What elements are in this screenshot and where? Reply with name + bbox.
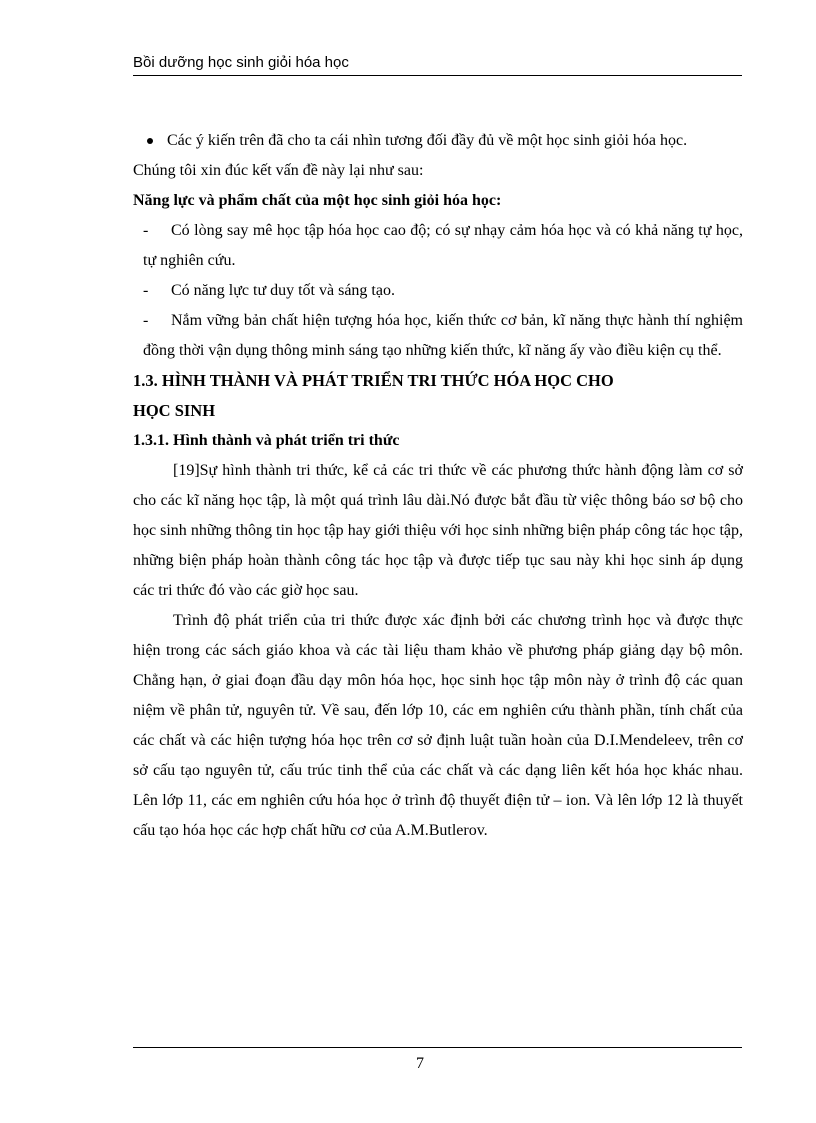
- footer-rule: [133, 1047, 742, 1048]
- dash-item-3-text: Nắm vững bản chất hiện tượng hóa học, kiến thức cơ bản, kĩ năng thực hành thí nghiệm đồng thời vận dụng thông minh sáng tạo những kiến thức, kĩ năng ấy vào điều kiện cụ thể.: [143, 312, 743, 359]
- page-number: 7: [416, 1055, 424, 1072]
- dash-item-2-text: Có năng lực tư duy tốt và sáng tạo.: [171, 282, 395, 299]
- page-content: [133, 126, 743, 846]
- bullet-dot-icon: [147, 138, 153, 144]
- dash-item-1-text: Có lòng say mê học tập hóa học cao độ; có sự nhạy cảm hóa học và có khả năng tự học, tự nghiên cứu.: [143, 222, 743, 269]
- bullet-line-1: Các ý kiến trên đã cho ta cái nhìn tương đối đầy đủ về một học sinh giỏi hóa học.: [167, 132, 688, 149]
- running-header: Bồi dưỡng học sinh giỏi hóa học: [133, 54, 349, 71]
- paragraph-2: Trình độ phát triển của tri thức được xác định bởi các chương trình học và được thực hiện trong các sách giáo khoa và các tài liệu tham khảo về phương pháp giảng dạy bộ môn. Chẳng hạn, ở giai đoạn đầu dạy môn hóa học, học sinh học tập môn này ở trình độ các quan niệm về phân tử, nguyên tử. Về sau, đến lớp 10, các em nghiên cứu thành phần, tính chất của các chất và các hiện tượng hóa học trên cơ sở định luật tuần hoàn của D.I.Mendeleev, trên cơ sở cấu tạo nguyên tử, cấu trúc tinh thể của các chất và các dạng liên kết hóa học khác nhau. Lên lớp 11, các em nghiên cứu hóa học ở trình độ thuyết điện tử – ion. Và lên lớp 12 là thuyết cấu tạo hóa học các hợp chất hữu cơ của A.M.Butlerov.: [133, 612, 743, 839]
- qualities-heading: Năng lực và phẩm chất của một học sinh giỏi hóa học:: [133, 192, 502, 209]
- paragraph-1: [19]Sự hình thành tri thức, kể cả các tri thức về các phương thức hành động làm cơ sở cho các kĩ năng học tập, là một quá trình lâu dài.Nó được bắt đầu từ việc thông báo sơ bộ cho học sinh những thông tin học tập hay giới thiệu với học sinh những biện pháp công tác học tập, những biện pháp hoàn thành công tác học tập và được tiếp tục sau này khi học sinh áp dụng các tri thức đó vào các giờ học sau.: [133, 462, 743, 599]
- bullet-paragraph: [133, 126, 743, 186]
- subsection-heading: 1.3.1. Hình thành và phát triển tri thức: [133, 432, 400, 449]
- dash-item-3: - Nắm vững bản chất hiện tượng hóa học, kiến thức cơ bản, kĩ năng thực hành thí nghiệm đồng thời vận dụng thông minh sáng tạo những kiến thức, kĩ năng ấy vào điều kiện cụ thể.: [143, 312, 743, 359]
- header-rule: [133, 75, 742, 76]
- bullet-line: [133, 126, 743, 156]
- section-heading-line-1: 1.3. HÌNH THÀNH VÀ PHÁT TRIỂN TRI THỨC HÓA HỌC CHO: [133, 371, 614, 390]
- section-heading-line-2: HỌC SINH: [133, 401, 216, 420]
- bullet-line-2: Chúng tôi xin đúc kết vấn đề này lại như sau:: [133, 162, 424, 179]
- dash-item-2: - Có năng lực tư duy tốt và sáng tạo.: [143, 282, 395, 299]
- dash-item-1: - Có lòng say mê học tập hóa học cao độ; có sự nhạy cảm hóa học và có khả năng tự học, tự nghiên cứu.: [143, 222, 743, 269]
